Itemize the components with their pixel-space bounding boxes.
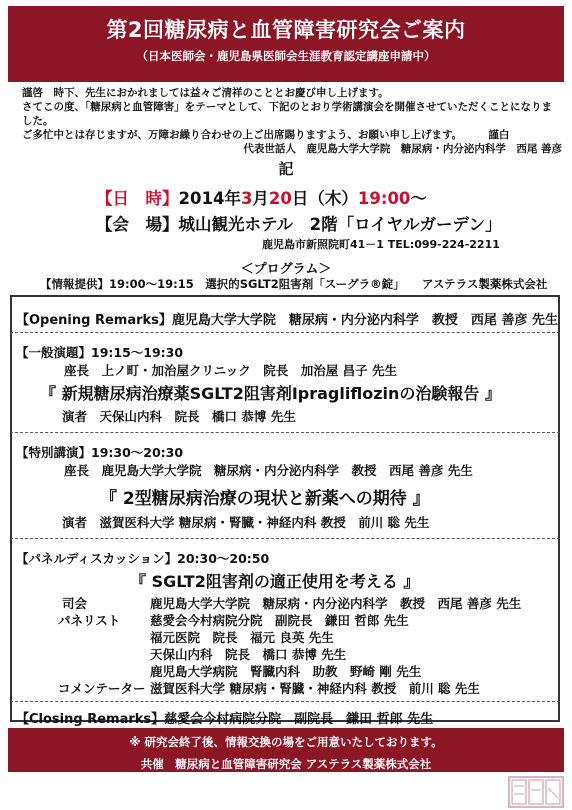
- venue-name: 城山観光ホテル 2階「ロイヤルガーデン」: [178, 215, 502, 234]
- representative-signature: 代表世話人 鹿児島大学大学院 糖尿病・内分泌内科学 西尾 善彦: [243, 143, 562, 155]
- panel-role: パネリスト: [58, 613, 121, 628]
- greeting-line: さてこの度、「糖尿病と血管障害」をテーマとして、下記のとおり学術講演会を開催させていただくことになりました。: [22, 101, 553, 127]
- divider: [10, 432, 560, 433]
- panel-member: 滋賀医科大学 糖尿病・腎臓・神経内科 教授 前川 聡 先生: [150, 681, 480, 696]
- footer-note: ※ 研究会終了後、情報交換の場をご用意いたしております。: [129, 735, 443, 749]
- info-provision: 【情報提供】19:00～19:15 選択的SGLT2阻害剤「スーグラ®錠」 アステラス製薬株式会社: [40, 277, 548, 291]
- greeting-line: 謹啓 時下、先生におかれましては益々ご清祥のこととお慶び申し上げます。: [22, 87, 389, 99]
- special-lecture-header: 【特別講演】19:30～20:30: [16, 445, 184, 460]
- ki-heading: 記: [278, 160, 294, 178]
- program-heading: ＜プログラム＞: [240, 262, 332, 277]
- panel-member: 鹿児島大学病院 腎臓内科 助教 野崎 剛 先生: [150, 664, 422, 679]
- greeting-block: [22, 86, 562, 156]
- general-session-title: 『 新規糖尿病治療薬SGLT2阻害剤Ipragliflozinの治験報告 』: [40, 384, 501, 403]
- divider: [10, 538, 560, 539]
- page-title: 第2回糖尿病と血管障害研究会ご案内: [106, 18, 466, 42]
- title-banner: [8, 6, 564, 82]
- page-subtitle: （日本医師会・鹿児島県医師会生涯教育認定講座申請中）: [136, 49, 436, 63]
- panel-member: 慈愛会今村病院分院 副院長 鎌田 哲郎 先生: [150, 613, 409, 628]
- panel-role: コメンテーター: [58, 681, 146, 696]
- panel-discussion-title: 『 SGLT2阻害剤の適正使用を考える 』: [130, 572, 420, 591]
- panel-discussion-header: 【パネルディスカッション】20:30～20:50: [16, 551, 270, 566]
- opening-remarks: 【Opening Remarks】鹿児島大学大学院 糖尿病・内分泌内科学 教授 西尾 善彦 先生: [16, 313, 558, 328]
- footer-cosponsor: 共催 糖尿病と血管障害研究会 アステラス製薬株式会社: [140, 757, 432, 771]
- event-venue: [96, 211, 502, 235]
- panel-member: 天保山内科 院長 橋口 恭博 先生: [150, 647, 347, 662]
- special-lecture-chair: 座長 鹿児島大学大学院 糖尿病・内分泌内科学 教授 西尾 善彦 先生: [64, 463, 473, 478]
- general-session-header: 【一般演題】19:15～19:30: [16, 345, 184, 360]
- panel-member: 鹿児島大学大学院 糖尿病・内分泌内科学 教授 西尾 善彦 先生: [150, 596, 522, 611]
- event-date: 【日 時】2014年3月20日（木）19:00～: [96, 189, 427, 208]
- panel-role: 司会: [62, 596, 88, 611]
- divider: [10, 332, 560, 333]
- greeting-line: ご多忙中とは存じますが、万障お繰り合わせの上ご出席賜りますよう、お願い申し上げます。 謹白: [22, 129, 510, 141]
- divider: [10, 701, 560, 702]
- general-session-speaker: 演者 天保山内科 院長 橋口 恭博 先生: [62, 409, 296, 424]
- special-lecture-speaker: 演者 滋賀医科大学 糖尿病・腎臓・神経内科 教授 前川 聡 先生: [62, 515, 430, 530]
- seal-stamp-icon: [508, 776, 564, 808]
- special-lecture-title: 『 2型糖尿病治療の現状と新薬への期待 』: [100, 489, 430, 509]
- venue-address: 鹿児島市新照院町41－1 TEL:099-224-2211: [262, 238, 500, 251]
- date-label: 【日 時】: [96, 189, 179, 208]
- footer-banner: [8, 728, 564, 772]
- general-session-chair: 座長 上ノ町・加治屋クリニック 院長 加治屋 昌子 先生: [64, 363, 397, 378]
- venue-label: 【会 場】: [96, 215, 179, 234]
- panel-member: 福元医院 院長 福元 良英 先生: [150, 630, 334, 645]
- closing-remarks: 【Closing Remarks】慈愛会今村病院分院 副院長 鎌田 哲郎 先生: [16, 712, 434, 727]
